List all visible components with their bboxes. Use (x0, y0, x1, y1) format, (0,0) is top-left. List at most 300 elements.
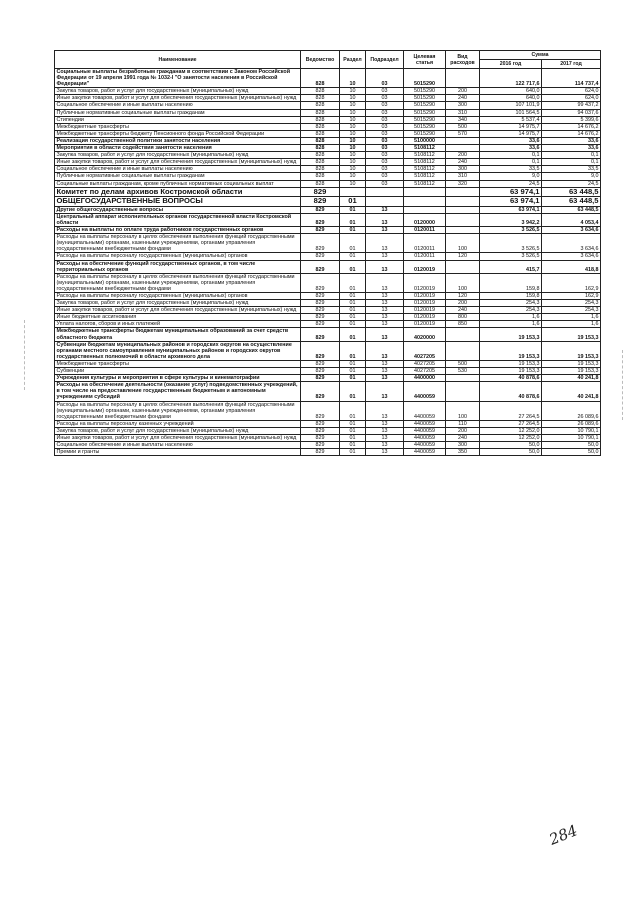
amount-2017-cell: 3 634,6 (542, 253, 601, 260)
section-cell: 01 (340, 197, 366, 207)
ministry-cell: 829 (301, 293, 340, 300)
row-name-cell: Расходы на выплаты персоналу в целях обеспечения выполнения функций государственными (муниципальными) органами, казенными учреждениями, органами управления государственными внебюджетными фондами (55, 273, 301, 292)
section-cell: 01 (340, 213, 366, 226)
expense-type-cell (446, 382, 480, 401)
expense-type-cell (446, 145, 480, 152)
amount-2017-cell: 50,0 (542, 449, 601, 456)
section-cell (340, 187, 366, 197)
table-row (55, 368, 601, 375)
table-row (55, 307, 601, 314)
expense-type-cell: 310 (446, 173, 480, 180)
ministry-cell: 829 (301, 360, 340, 367)
row-name-cell: Социальные выплаты гражданам, кроме публичных нормативных социальных выплат (55, 180, 301, 187)
target-cell: 5108112 (404, 173, 446, 180)
amount-2016-cell: 3 526,5 (480, 227, 542, 234)
target-cell: 0120000 (404, 213, 446, 226)
row-name-cell: Премии и гранты (55, 449, 301, 456)
header-year-2017: 2017 год (542, 60, 601, 69)
section-cell: 10 (340, 123, 366, 130)
target-cell: 5015290 (404, 123, 446, 130)
amount-2017-cell: 33,6 (542, 137, 601, 144)
amount-2016-cell: 159,8 (480, 273, 542, 292)
amount-2016-cell: 27 264,5 (480, 420, 542, 427)
row-name-cell: Мероприятия в области содействия занятости населения (55, 145, 301, 152)
amount-2016-cell: 33,6 (480, 145, 542, 152)
amount-2016-cell: 19 153,3 (480, 368, 542, 375)
table-row (55, 420, 601, 427)
target-cell: 4400059 (404, 420, 446, 427)
target-cell: 0120019 (404, 300, 446, 307)
table-row (55, 152, 601, 159)
amount-2017-cell: 14 676,2 (542, 130, 601, 137)
subsection-cell: 13 (366, 382, 404, 401)
row-name-cell: Социальное обеспечение и иные выплаты населению (55, 102, 301, 109)
section-cell: 10 (340, 159, 366, 166)
table-row (55, 375, 601, 382)
ministry-cell: 829 (301, 260, 340, 273)
target-cell (404, 187, 446, 197)
section-cell: 01 (340, 253, 366, 260)
expense-type-cell: 200 (446, 427, 480, 434)
expense-type-cell (446, 206, 480, 213)
amount-2016-cell: 24,5 (480, 180, 542, 187)
subsection-cell: 13 (366, 300, 404, 307)
row-name-cell: Иные бюджетные ассигнования (55, 314, 301, 321)
amount-2016-cell: 19 153,3 (480, 328, 542, 341)
expense-type-cell: 350 (446, 449, 480, 456)
section-cell: 01 (340, 375, 366, 382)
amount-2016-cell: 640,0 (480, 95, 542, 102)
table-row (55, 123, 601, 130)
section-cell: 01 (340, 260, 366, 273)
target-cell: 0120019 (404, 321, 446, 328)
row-name-cell: Межбюджетные трансферты (55, 123, 301, 130)
amount-2017-cell: 162,9 (542, 293, 601, 300)
row-name-cell: Субвенции бюджетам муниципальных районов и городских округов на осуществление органами местного самоуправления муниципальных районов и городских округов государственных полномочий в области архивного дела (55, 341, 301, 360)
row-name-cell: Закупка товаров, работ и услуг для государственных (муниципальных) нужд (55, 427, 301, 434)
amount-2017-cell: 19 153,3 (542, 328, 601, 341)
section-cell: 01 (340, 234, 366, 253)
subsection-cell: 03 (366, 123, 404, 130)
ministry-cell: 828 (301, 69, 340, 88)
ministry-cell: 829 (301, 341, 340, 360)
section-cell: 01 (340, 206, 366, 213)
subsection-cell: 03 (366, 116, 404, 123)
subsection-cell: 03 (366, 137, 404, 144)
expense-type-cell (446, 260, 480, 273)
target-cell: 5015290 (404, 88, 446, 95)
subsection-cell: 03 (366, 130, 404, 137)
table-row (55, 213, 601, 226)
amount-2017-cell: 33,6 (542, 145, 601, 152)
subsection-cell: 13 (366, 375, 404, 382)
header-section: Раздел (340, 51, 366, 69)
target-cell: 4027205 (404, 360, 446, 367)
table-row (55, 159, 601, 166)
target-cell: 5015290 (404, 69, 446, 88)
table-row (55, 314, 601, 321)
subsection-cell: 03 (366, 145, 404, 152)
ministry-cell: 828 (301, 130, 340, 137)
section-cell: 01 (340, 227, 366, 234)
ministry-cell: 828 (301, 88, 340, 95)
section-cell: 01 (340, 314, 366, 321)
subsection-cell: 03 (366, 180, 404, 187)
target-cell: 4400059 (404, 427, 446, 434)
section-cell: 10 (340, 102, 366, 109)
expense-type-cell: 200 (446, 300, 480, 307)
amount-2017-cell: 26 089,6 (542, 401, 601, 420)
amount-2016-cell: 3 526,5 (480, 234, 542, 253)
row-name-cell: Уплата налогов, сборов и иных платежей (55, 321, 301, 328)
amount-2017-cell: 10 790,1 (542, 427, 601, 434)
ministry-cell: 829 (301, 382, 340, 401)
ministry-cell: 828 (301, 145, 340, 152)
amount-2016-cell: 33,6 (480, 137, 542, 144)
expense-type-cell: 100 (446, 401, 480, 420)
subsection-cell: 13 (366, 253, 404, 260)
row-name-cell: Социальные выплаты безработным гражданам в соответствии с Законом Российской Федерации от 19 апреля 1991 года № 1032-I "О занятости населения в Российской Федерации" (55, 69, 301, 88)
target-cell: 4400059 (404, 449, 446, 456)
section-cell: 01 (340, 382, 366, 401)
section-cell: 10 (340, 137, 366, 144)
amount-2017-cell: 19 153,3 (542, 368, 601, 375)
row-name-cell: Закупка товаров, работ и услуг для государственных (муниципальных) нужд (55, 300, 301, 307)
ministry-cell: 829 (301, 253, 340, 260)
expense-type-cell: 200 (446, 88, 480, 95)
subsection-cell: 13 (366, 368, 404, 375)
amount-2017-cell: 9,0 (542, 173, 601, 180)
expense-type-cell: 570 (446, 130, 480, 137)
section-cell: 01 (340, 321, 366, 328)
ministry-cell: 828 (301, 123, 340, 130)
row-name-cell: Комитет по делам архивов Костромской области (55, 187, 301, 197)
ministry-cell: 829 (301, 449, 340, 456)
header-target: Целевая статья (404, 51, 446, 69)
table-row (55, 434, 601, 441)
table-row (55, 227, 601, 234)
expense-type-cell (446, 227, 480, 234)
row-name-cell: Расходы на выплаты персоналу казенных учреждений (55, 420, 301, 427)
amount-2017-cell: 0,1 (542, 159, 601, 166)
page-number-handwritten: 284 (546, 821, 580, 849)
table-row (55, 328, 601, 341)
row-name-cell: Расходы на выплаты персоналу в целях обеспечения выполнения функций государственными (муниципальными) органами, казенными учреждениями, органами управления государственными внебюджетными фондами (55, 234, 301, 253)
target-cell: 0120019 (404, 314, 446, 321)
expense-type-cell (446, 341, 480, 360)
target-cell: 0120011 (404, 253, 446, 260)
table-body (55, 69, 601, 456)
subsection-cell: 13 (366, 307, 404, 314)
row-name-cell: Расходы на выплаты по оплате труда работников государственных органов (55, 227, 301, 234)
table-row (55, 69, 601, 88)
amount-2016-cell: 3 526,5 (480, 253, 542, 260)
section-cell: 10 (340, 130, 366, 137)
target-cell: 5108112 (404, 180, 446, 187)
table-row (55, 449, 601, 456)
target-cell: 5108112 (404, 166, 446, 173)
amount-2016-cell: 0,1 (480, 159, 542, 166)
table-row (55, 88, 601, 95)
row-name-cell: Публичные нормативные социальные выплаты гражданам (55, 109, 301, 116)
subsection-cell (366, 187, 404, 197)
table-row (55, 173, 601, 180)
target-cell: 5108112 (404, 145, 446, 152)
row-name-cell: Межбюджетные трансферты бюджету Пенсионного фонда Российской Федерации (55, 130, 301, 137)
subsection-cell: 13 (366, 401, 404, 420)
subsection-cell: 03 (366, 166, 404, 173)
subsection-cell: 13 (366, 234, 404, 253)
target-cell: 5100000 (404, 137, 446, 144)
amount-2017-cell: 1,6 (542, 314, 601, 321)
header-year-2016: 2016 год (480, 60, 542, 69)
amount-2017-cell: 63 448,5 (542, 197, 601, 207)
row-name-cell: Расходы на обеспечение функций государственных органов, в том числе территориальных органов (55, 260, 301, 273)
subsection-cell: 03 (366, 95, 404, 102)
subsection-cell: 13 (366, 321, 404, 328)
subsection-cell: 03 (366, 173, 404, 180)
subsection-cell: 13 (366, 213, 404, 226)
table-row (55, 137, 601, 144)
scan-margin-mark (622, 350, 623, 420)
header-sum: Сумма (480, 51, 601, 60)
amount-2017-cell: 1,6 (542, 321, 601, 328)
row-name-cell: Субвенции (55, 368, 301, 375)
amount-2016-cell: 0,1 (480, 152, 542, 159)
row-name-cell: Центральный аппарат исполнительных органов государственной власти Костромской области (55, 213, 301, 226)
section-cell: 01 (340, 300, 366, 307)
table-row (55, 273, 601, 292)
section-cell: 10 (340, 173, 366, 180)
table-row (55, 234, 601, 253)
target-cell: 5015290 (404, 109, 446, 116)
amount-2016-cell: 19 153,3 (480, 360, 542, 367)
target-cell: 5108112 (404, 159, 446, 166)
subsection-cell: 03 (366, 102, 404, 109)
amount-2016-cell: 415,7 (480, 260, 542, 273)
table-row (55, 442, 601, 449)
table-row (55, 130, 601, 137)
expense-type-cell: 120 (446, 293, 480, 300)
expense-type-cell: 120 (446, 253, 480, 260)
expense-type-cell: 530 (446, 368, 480, 375)
amount-2016-cell: 40 878,6 (480, 382, 542, 401)
section-cell: 01 (340, 293, 366, 300)
target-cell: 0120011 (404, 234, 446, 253)
row-name-cell: Закупка товаров, работ и услуг для государственных (муниципальных) нужд (55, 152, 301, 159)
section-cell: 01 (340, 420, 366, 427)
row-name-cell: Закупка товаров, работ и услуг для государственных (муниципальных) нужд (55, 88, 301, 95)
ministry-cell: 828 (301, 159, 340, 166)
table-row (55, 109, 601, 116)
section-cell: 01 (340, 434, 366, 441)
ministry-cell: 829 (301, 227, 340, 234)
section-cell: 10 (340, 109, 366, 116)
amount-2017-cell: 3 634,6 (542, 234, 601, 253)
subsection-cell: 13 (366, 206, 404, 213)
amount-2016-cell: 101 564,5 (480, 109, 542, 116)
expense-type-cell: 100 (446, 234, 480, 253)
amount-2016-cell: 19 153,3 (480, 341, 542, 360)
subsection-cell (366, 197, 404, 207)
section-cell: 10 (340, 145, 366, 152)
amount-2016-cell: 27 264,5 (480, 401, 542, 420)
amount-2017-cell: 624,0 (542, 88, 601, 95)
amount-2017-cell: 63 448,5 (542, 206, 601, 213)
target-cell: 5015290 (404, 95, 446, 102)
amount-2017-cell: 40 241,8 (542, 382, 601, 401)
row-name-cell: Иные закупки товаров, работ и услуг для обеспечения государственных (муниципальных) нужд (55, 434, 301, 441)
section-cell: 10 (340, 166, 366, 173)
section-cell: 01 (340, 273, 366, 292)
target-cell: 0120019 (404, 260, 446, 273)
ministry-cell: 828 (301, 173, 340, 180)
target-cell: 4400059 (404, 382, 446, 401)
row-name-cell: Расходы на выплаты персоналу государственных (муниципальных) органов (55, 253, 301, 260)
header-subsection: Подраздел (366, 51, 404, 69)
table-row (55, 300, 601, 307)
section-cell: 10 (340, 116, 366, 123)
ministry-cell: 829 (301, 328, 340, 341)
amount-2017-cell: 19 153,3 (542, 360, 601, 367)
table-row (55, 206, 601, 213)
subsection-cell: 13 (366, 293, 404, 300)
amount-2016-cell: 14 975,7 (480, 130, 542, 137)
table-row (55, 427, 601, 434)
table-row (55, 382, 601, 401)
ministry-cell: 829 (301, 368, 340, 375)
row-name-cell: Межбюджетные трансферты бюджетам муниципальных образований за счет средств областного бюджета (55, 328, 301, 341)
amount-2016-cell: 12 252,0 (480, 427, 542, 434)
amount-2016-cell: 640,0 (480, 88, 542, 95)
ministry-cell: 829 (301, 427, 340, 434)
expense-type-cell: 800 (446, 314, 480, 321)
amount-2016-cell: 254,3 (480, 300, 542, 307)
ministry-cell: 828 (301, 116, 340, 123)
target-cell: 0120019 (404, 307, 446, 314)
row-name-cell: Социальное обеспечение и иные выплаты населению (55, 442, 301, 449)
expense-type-cell: 310 (446, 109, 480, 116)
ministry-cell: 829 (301, 401, 340, 420)
row-name-cell: Социальное обеспечение и иные выплаты населению (55, 166, 301, 173)
expense-type-cell: 300 (446, 166, 480, 173)
subsection-cell: 13 (366, 328, 404, 341)
target-cell: 0120011 (404, 227, 446, 234)
expense-type-cell: 300 (446, 442, 480, 449)
ministry-cell: 829 (301, 420, 340, 427)
ministry-cell: 828 (301, 137, 340, 144)
table-row (55, 293, 601, 300)
amount-2017-cell: 418,8 (542, 260, 601, 273)
subsection-cell: 03 (366, 152, 404, 159)
section-cell: 01 (340, 427, 366, 434)
row-name-cell: Иные закупки товаров, работ и услуг для обеспечения государственных (муниципальных) нужд (55, 307, 301, 314)
section-cell: 10 (340, 152, 366, 159)
amount-2017-cell: 94 037,6 (542, 109, 601, 116)
amount-2017-cell: 33,5 (542, 166, 601, 173)
subsection-cell: 03 (366, 88, 404, 95)
section-cell: 01 (340, 328, 366, 341)
amount-2016-cell: 254,3 (480, 307, 542, 314)
amount-2016-cell: 40 878,6 (480, 375, 542, 382)
ministry-cell: 828 (301, 180, 340, 187)
section-cell: 10 (340, 69, 366, 88)
row-name-cell: Публичные нормативные социальные выплаты гражданам (55, 173, 301, 180)
section-cell: 01 (340, 368, 366, 375)
row-name-cell: Расходы на выплаты персоналу государственных (муниципальных) органов (55, 293, 301, 300)
expense-type-cell (446, 328, 480, 341)
ministry-cell: 829 (301, 321, 340, 328)
expense-type-cell (446, 187, 480, 197)
amount-2016-cell: 50,0 (480, 442, 542, 449)
table-row (55, 197, 601, 207)
amount-2017-cell: 63 448,5 (542, 187, 601, 197)
amount-2017-cell: 162,9 (542, 273, 601, 292)
row-name-cell: Расходы на выплаты персоналу в целях обеспечения выполнения функций государственными (муниципальными) органами, казенными учреждениями, органами управления государственными внебюджетными фондами (55, 401, 301, 420)
section-cell: 01 (340, 307, 366, 314)
ministry-cell: 829 (301, 206, 340, 213)
target-cell: 5108112 (404, 152, 446, 159)
subsection-cell: 13 (366, 341, 404, 360)
amount-2016-cell: 9,0 (480, 173, 542, 180)
table-row (55, 341, 601, 360)
amount-2017-cell: 3 634,6 (542, 227, 601, 234)
ministry-cell: 828 (301, 95, 340, 102)
amount-2016-cell: 5 537,4 (480, 116, 542, 123)
row-name-cell: Иные закупки товаров, работ и услуг для обеспечения государственных (муниципальных) нужд (55, 159, 301, 166)
expense-type-cell: 300 (446, 102, 480, 109)
expense-type-cell: 500 (446, 123, 480, 130)
amount-2017-cell: 624,0 (542, 95, 601, 102)
amount-2017-cell: 4 053,4 (542, 213, 601, 226)
header-expense-type: Вид расходов (446, 51, 480, 69)
expense-type-cell: 240 (446, 434, 480, 441)
amount-2017-cell: 99 437,2 (542, 102, 601, 109)
ministry-cell: 829 (301, 197, 340, 207)
budget-table (54, 50, 601, 456)
amount-2016-cell: 63 974,1 (480, 206, 542, 213)
table-row (55, 321, 601, 328)
table-row (55, 180, 601, 187)
amount-2016-cell: 33,5 (480, 166, 542, 173)
expense-type-cell (446, 375, 480, 382)
table-header (55, 51, 601, 69)
row-name-cell: ОБЩЕГОСУДАРСТВЕННЫЕ ВОПРОСЫ (55, 197, 301, 207)
amount-2016-cell: 12 252,0 (480, 434, 542, 441)
expense-type-cell: 320 (446, 180, 480, 187)
amount-2017-cell: 19 153,3 (542, 341, 601, 360)
amount-2016-cell: 1,6 (480, 314, 542, 321)
row-name-cell: Иные закупки товаров, работ и услуг для обеспечения государственных (муниципальных) нужд (55, 95, 301, 102)
ministry-cell: 829 (301, 187, 340, 197)
row-name-cell: Другие общегосударственные вопросы (55, 206, 301, 213)
amount-2017-cell: 14 676,2 (542, 123, 601, 130)
target-cell: 4400059 (404, 434, 446, 441)
amount-2017-cell: 10 790,1 (542, 434, 601, 441)
amount-2017-cell: 0,1 (542, 152, 601, 159)
expense-type-cell (446, 137, 480, 144)
amount-2017-cell: 40 241,8 (542, 375, 601, 382)
subsection-cell: 13 (366, 427, 404, 434)
header-ministry: Ведомство (301, 51, 340, 69)
table-row (55, 253, 601, 260)
table-row (55, 95, 601, 102)
table-row (55, 401, 601, 420)
expense-type-cell: 240 (446, 95, 480, 102)
subsection-cell: 03 (366, 109, 404, 116)
section-cell: 01 (340, 341, 366, 360)
ministry-cell: 829 (301, 213, 340, 226)
